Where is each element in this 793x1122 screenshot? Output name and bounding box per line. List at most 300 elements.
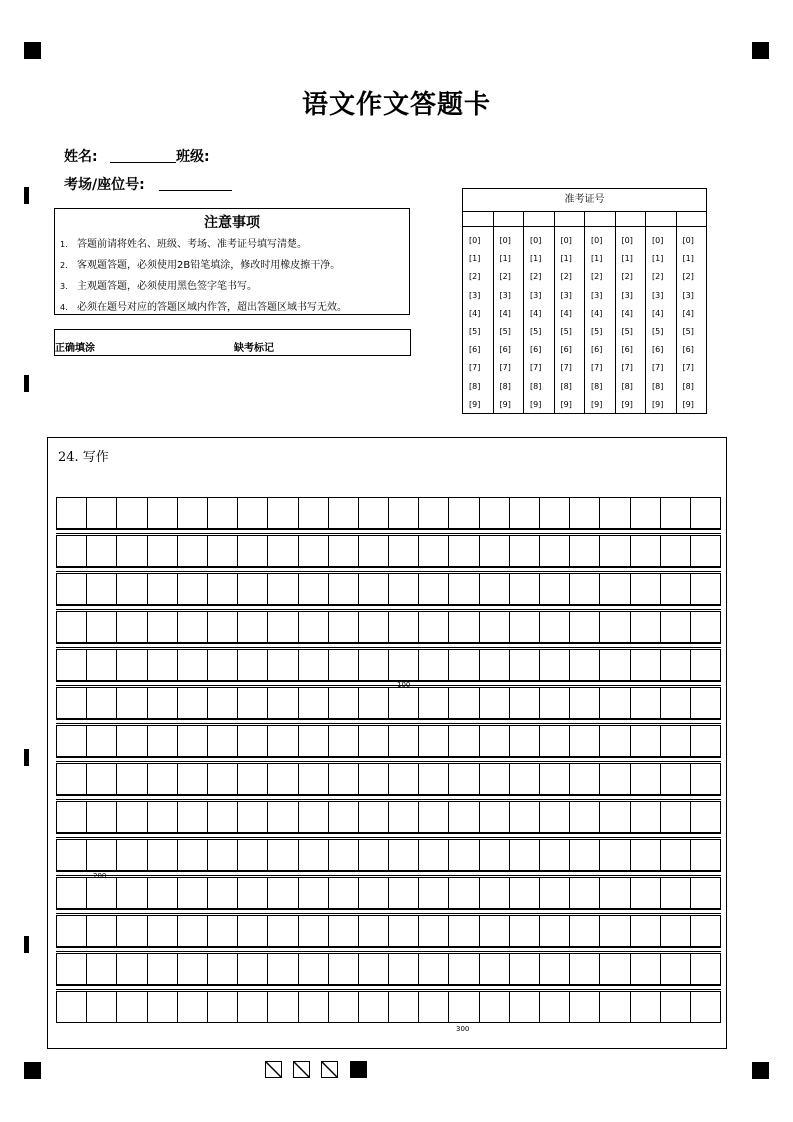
grid-cell[interactable] bbox=[419, 840, 449, 870]
grid-cell[interactable] bbox=[480, 992, 510, 1022]
grid-cell[interactable] bbox=[329, 840, 359, 870]
grid-cell[interactable] bbox=[631, 764, 661, 794]
grid-cell[interactable] bbox=[419, 916, 449, 946]
grid-cell[interactable] bbox=[419, 954, 449, 984]
exam-id-digit-bubble[interactable]: [9] bbox=[682, 399, 694, 409]
grid-cell[interactable] bbox=[389, 650, 419, 680]
grid-cell[interactable] bbox=[449, 726, 479, 756]
grid-cell[interactable] bbox=[389, 992, 419, 1022]
exam-id-digit-bubble[interactable]: [5] bbox=[591, 326, 603, 336]
exam-id-digit-bubble[interactable]: [1] bbox=[499, 254, 511, 264]
name-field[interactable] bbox=[110, 162, 176, 163]
grid-cell[interactable] bbox=[510, 764, 540, 794]
grid-cell[interactable] bbox=[480, 612, 510, 642]
exam-id-digit-bubble[interactable]: [0] bbox=[682, 235, 694, 245]
grid-cell[interactable] bbox=[570, 992, 600, 1022]
grid-cell[interactable] bbox=[359, 536, 389, 566]
exam-id-digit-bubble[interactable]: [3] bbox=[652, 290, 664, 300]
grid-cell[interactable] bbox=[510, 992, 540, 1022]
exam-id-digit-bubble[interactable]: [3] bbox=[560, 290, 572, 300]
grid-cell[interactable] bbox=[208, 726, 238, 756]
grid-cell[interactable] bbox=[268, 916, 298, 946]
exam-id-write-cell[interactable] bbox=[494, 212, 524, 227]
grid-cell[interactable] bbox=[148, 612, 178, 642]
exam-id-digit-bubble[interactable]: [1] bbox=[591, 254, 603, 264]
exam-id-digit-bubble[interactable]: [5] bbox=[682, 326, 694, 336]
grid-cell[interactable] bbox=[510, 574, 540, 604]
grid-cell[interactable] bbox=[389, 574, 419, 604]
grid-cell[interactable] bbox=[691, 764, 720, 794]
grid-cell[interactable] bbox=[600, 992, 630, 1022]
grid-cell[interactable] bbox=[661, 688, 691, 718]
grid-cell[interactable] bbox=[631, 726, 661, 756]
grid-cell[interactable] bbox=[389, 840, 419, 870]
grid-cell[interactable] bbox=[419, 802, 449, 832]
exam-id-digit-bubble[interactable]: [9] bbox=[530, 399, 542, 409]
grid-cell[interactable] bbox=[299, 878, 329, 908]
grid-cell[interactable] bbox=[480, 954, 510, 984]
grid-cell[interactable] bbox=[449, 612, 479, 642]
grid-cell[interactable] bbox=[419, 764, 449, 794]
exam-id-digit-bubble[interactable]: [3] bbox=[530, 290, 542, 300]
grid-cell[interactable] bbox=[87, 688, 117, 718]
grid-cell[interactable] bbox=[570, 954, 600, 984]
exam-id-digit-bubble[interactable]: [5] bbox=[621, 326, 633, 336]
grid-cell[interactable] bbox=[178, 992, 208, 1022]
grid-cell[interactable] bbox=[449, 764, 479, 794]
grid-cell[interactable] bbox=[389, 878, 419, 908]
grid-cell[interactable] bbox=[87, 536, 117, 566]
exam-id-digit-bubble[interactable]: [1] bbox=[682, 254, 694, 264]
grid-cell[interactable] bbox=[148, 574, 178, 604]
grid-cell[interactable] bbox=[570, 840, 600, 870]
grid-cell[interactable] bbox=[631, 878, 661, 908]
grid-cell[interactable] bbox=[87, 878, 117, 908]
grid-cell[interactable] bbox=[661, 992, 691, 1022]
grid-cell[interactable] bbox=[359, 840, 389, 870]
exam-id-digit-bubble[interactable]: [4] bbox=[560, 308, 572, 318]
grid-cell[interactable] bbox=[600, 916, 630, 946]
grid-cell[interactable] bbox=[691, 802, 720, 832]
grid-cell[interactable] bbox=[299, 840, 329, 870]
grid-cell[interactable] bbox=[540, 688, 570, 718]
exam-id-digit-bubble[interactable]: [1] bbox=[560, 254, 572, 264]
grid-cell[interactable] bbox=[178, 498, 208, 528]
grid-cell[interactable] bbox=[540, 992, 570, 1022]
grid-cell[interactable] bbox=[600, 612, 630, 642]
grid-cell[interactable] bbox=[389, 612, 419, 642]
grid-cell[interactable] bbox=[268, 802, 298, 832]
grid-cell[interactable] bbox=[148, 688, 178, 718]
grid-cell[interactable] bbox=[117, 536, 147, 566]
grid-cell[interactable] bbox=[299, 498, 329, 528]
grid-cell[interactable] bbox=[299, 992, 329, 1022]
grid-cell[interactable] bbox=[480, 802, 510, 832]
grid-cell[interactable] bbox=[600, 688, 630, 718]
grid-cell[interactable] bbox=[117, 650, 147, 680]
grid-cell[interactable] bbox=[268, 840, 298, 870]
grid-cell[interactable] bbox=[178, 878, 208, 908]
exam-id-digit-bubble[interactable]: [3] bbox=[469, 290, 481, 300]
grid-cell[interactable] bbox=[87, 954, 117, 984]
grid-cell[interactable] bbox=[329, 764, 359, 794]
grid-cell[interactable] bbox=[691, 612, 720, 642]
grid-cell[interactable] bbox=[359, 916, 389, 946]
grid-cell[interactable] bbox=[449, 650, 479, 680]
grid-cell[interactable] bbox=[329, 688, 359, 718]
grid-cell[interactable] bbox=[148, 802, 178, 832]
grid-cell[interactable] bbox=[480, 536, 510, 566]
grid-cell[interactable] bbox=[148, 992, 178, 1022]
exam-id-digit-bubble[interactable]: [0] bbox=[530, 235, 542, 245]
grid-cell[interactable] bbox=[238, 536, 268, 566]
grid-cell[interactable] bbox=[510, 878, 540, 908]
grid-cell[interactable] bbox=[329, 916, 359, 946]
grid-cell[interactable] bbox=[238, 650, 268, 680]
grid-cell[interactable] bbox=[631, 840, 661, 870]
grid-cell[interactable] bbox=[449, 992, 479, 1022]
exam-id-digit-bubble[interactable]: [3] bbox=[621, 290, 633, 300]
grid-cell[interactable] bbox=[117, 802, 147, 832]
grid-cell[interactable] bbox=[208, 688, 238, 718]
grid-cell[interactable] bbox=[57, 954, 87, 984]
grid-cell[interactable] bbox=[540, 498, 570, 528]
grid-cell[interactable] bbox=[238, 802, 268, 832]
grid-cell[interactable] bbox=[299, 536, 329, 566]
exam-id-digit-bubble[interactable]: [4] bbox=[530, 308, 542, 318]
grid-cell[interactable] bbox=[691, 688, 720, 718]
grid-cell[interactable] bbox=[449, 878, 479, 908]
exam-id-digit-bubble[interactable]: [6] bbox=[652, 345, 664, 355]
exam-id-digit-bubble[interactable]: [5] bbox=[499, 326, 511, 336]
grid-cell[interactable] bbox=[268, 650, 298, 680]
exam-id-digit-bubble[interactable]: [4] bbox=[591, 308, 603, 318]
grid-cell[interactable] bbox=[631, 916, 661, 946]
exam-id-digit-bubble[interactable]: [5] bbox=[530, 326, 542, 336]
exam-id-digit-bubble[interactable]: [8] bbox=[621, 381, 633, 391]
grid-cell[interactable] bbox=[268, 992, 298, 1022]
grid-cell[interactable] bbox=[57, 916, 87, 946]
grid-cell[interactable] bbox=[268, 726, 298, 756]
grid-cell[interactable] bbox=[268, 688, 298, 718]
grid-cell[interactable] bbox=[117, 764, 147, 794]
grid-cell[interactable] bbox=[449, 574, 479, 604]
grid-cell[interactable] bbox=[691, 498, 720, 528]
grid-cell[interactable] bbox=[570, 802, 600, 832]
grid-cell[interactable] bbox=[178, 954, 208, 984]
grid-cell[interactable] bbox=[208, 802, 238, 832]
grid-cell[interactable] bbox=[178, 650, 208, 680]
grid-cell[interactable] bbox=[299, 650, 329, 680]
grid-cell[interactable] bbox=[359, 764, 389, 794]
grid-cell[interactable] bbox=[570, 612, 600, 642]
grid-cell[interactable] bbox=[148, 536, 178, 566]
grid-cell[interactable] bbox=[661, 916, 691, 946]
grid-cell[interactable] bbox=[57, 878, 87, 908]
grid-cell[interactable] bbox=[480, 498, 510, 528]
grid-cell[interactable] bbox=[329, 992, 359, 1022]
grid-cell[interactable] bbox=[570, 498, 600, 528]
grid-cell[interactable] bbox=[510, 802, 540, 832]
grid-cell[interactable] bbox=[57, 498, 87, 528]
grid-cell[interactable] bbox=[57, 840, 87, 870]
exam-id-digit-bubble[interactable]: [0] bbox=[591, 235, 603, 245]
exam-id-digit-bubble[interactable]: [2] bbox=[530, 272, 542, 282]
exam-id-digit-bubble[interactable]: [7] bbox=[682, 363, 694, 373]
grid-cell[interactable] bbox=[117, 992, 147, 1022]
grid-cell[interactable] bbox=[268, 536, 298, 566]
grid-cell[interactable] bbox=[449, 916, 479, 946]
grid-cell[interactable] bbox=[480, 764, 510, 794]
grid-cell[interactable] bbox=[449, 688, 479, 718]
grid-cell[interactable] bbox=[510, 916, 540, 946]
exam-id-digit-bubble[interactable]: [0] bbox=[652, 235, 664, 245]
grid-cell[interactable] bbox=[540, 536, 570, 566]
grid-cell[interactable] bbox=[178, 612, 208, 642]
grid-cell[interactable] bbox=[268, 878, 298, 908]
grid-cell[interactable] bbox=[178, 840, 208, 870]
grid-cell[interactable] bbox=[148, 916, 178, 946]
grid-cell[interactable] bbox=[389, 536, 419, 566]
grid-cell[interactable] bbox=[148, 840, 178, 870]
grid-cell[interactable] bbox=[329, 650, 359, 680]
grid-cell[interactable] bbox=[540, 916, 570, 946]
grid-cell[interactable] bbox=[178, 916, 208, 946]
grid-cell[interactable] bbox=[117, 840, 147, 870]
grid-cell[interactable] bbox=[208, 916, 238, 946]
grid-cell[interactable] bbox=[540, 726, 570, 756]
exam-id-digit-bubble[interactable]: [8] bbox=[469, 381, 481, 391]
exam-id-digit-bubble[interactable]: [8] bbox=[682, 381, 694, 391]
grid-cell[interactable] bbox=[117, 688, 147, 718]
grid-cell[interactable] bbox=[359, 498, 389, 528]
grid-cell[interactable] bbox=[329, 536, 359, 566]
grid-cell[interactable] bbox=[419, 726, 449, 756]
grid-cell[interactable] bbox=[299, 574, 329, 604]
grid-cell[interactable] bbox=[329, 878, 359, 908]
exam-id-write-cell[interactable] bbox=[585, 212, 615, 227]
exam-id-digit-bubble[interactable]: [2] bbox=[652, 272, 664, 282]
exam-id-digit-bubble[interactable]: [9] bbox=[499, 399, 511, 409]
grid-cell[interactable] bbox=[57, 802, 87, 832]
grid-cell[interactable] bbox=[691, 536, 720, 566]
grid-cell[interactable] bbox=[117, 878, 147, 908]
exam-id-digit-bubble[interactable]: [4] bbox=[499, 308, 511, 318]
grid-cell[interactable] bbox=[691, 574, 720, 604]
grid-cell[interactable] bbox=[661, 726, 691, 756]
exam-id-write-cell[interactable] bbox=[616, 212, 646, 227]
exam-id-digit-bubble[interactable]: [6] bbox=[560, 345, 572, 355]
grid-cell[interactable] bbox=[87, 650, 117, 680]
exam-id-digit-bubble[interactable]: [9] bbox=[652, 399, 664, 409]
exam-id-digit-bubble[interactable]: [7] bbox=[560, 363, 572, 373]
grid-cell[interactable] bbox=[359, 802, 389, 832]
grid-cell[interactable] bbox=[691, 954, 720, 984]
exam-id-digit-bubble[interactable]: [9] bbox=[621, 399, 633, 409]
exam-id-digit-bubble[interactable]: [0] bbox=[469, 235, 481, 245]
grid-cell[interactable] bbox=[600, 954, 630, 984]
grid-cell[interactable] bbox=[480, 916, 510, 946]
grid-cell[interactable] bbox=[208, 612, 238, 642]
exam-id-digit-bubble[interactable]: [7] bbox=[621, 363, 633, 373]
grid-cell[interactable] bbox=[510, 840, 540, 870]
exam-id-digit-bubble[interactable]: [2] bbox=[621, 272, 633, 282]
grid-cell[interactable] bbox=[117, 954, 147, 984]
grid-cell[interactable] bbox=[480, 688, 510, 718]
grid-cell[interactable] bbox=[389, 688, 419, 718]
grid-cell[interactable] bbox=[299, 688, 329, 718]
grid-cell[interactable] bbox=[299, 612, 329, 642]
exam-id-digit-bubble[interactable]: [2] bbox=[591, 272, 603, 282]
grid-cell[interactable] bbox=[299, 726, 329, 756]
grid-cell[interactable] bbox=[238, 878, 268, 908]
grid-cell[interactable] bbox=[148, 498, 178, 528]
grid-cell[interactable] bbox=[57, 764, 87, 794]
grid-cell[interactable] bbox=[87, 574, 117, 604]
grid-cell[interactable] bbox=[299, 764, 329, 794]
exam-id-digit-bubble[interactable]: [1] bbox=[469, 254, 481, 264]
exam-id-digit-bubble[interactable]: [2] bbox=[469, 272, 481, 282]
grid-cell[interactable] bbox=[661, 954, 691, 984]
exam-id-digit-bubble[interactable]: [2] bbox=[560, 272, 572, 282]
grid-cell[interactable] bbox=[449, 954, 479, 984]
grid-cell[interactable] bbox=[57, 992, 87, 1022]
grid-cell[interactable] bbox=[691, 726, 720, 756]
grid-cell[interactable] bbox=[57, 650, 87, 680]
exam-id-digit-bubble[interactable]: [1] bbox=[621, 254, 633, 264]
exam-id-digit-bubble[interactable]: [8] bbox=[530, 381, 542, 391]
grid-cell[interactable] bbox=[208, 992, 238, 1022]
grid-cell[interactable] bbox=[238, 726, 268, 756]
exam-id-digit-bubble[interactable]: [7] bbox=[530, 363, 542, 373]
grid-cell[interactable] bbox=[449, 840, 479, 870]
grid-cell[interactable] bbox=[510, 688, 540, 718]
grid-cell[interactable] bbox=[57, 688, 87, 718]
grid-cell[interactable] bbox=[238, 840, 268, 870]
grid-cell[interactable] bbox=[480, 574, 510, 604]
exam-id-digit-bubble[interactable]: [4] bbox=[652, 308, 664, 318]
grid-cell[interactable] bbox=[661, 574, 691, 604]
exam-id-digit-bubble[interactable]: [9] bbox=[591, 399, 603, 409]
grid-cell[interactable] bbox=[57, 612, 87, 642]
grid-cell[interactable] bbox=[299, 954, 329, 984]
grid-cell[interactable] bbox=[238, 954, 268, 984]
grid-cell[interactable] bbox=[510, 498, 540, 528]
grid-cell[interactable] bbox=[178, 574, 208, 604]
grid-cell[interactable] bbox=[359, 878, 389, 908]
grid-cell[interactable] bbox=[359, 992, 389, 1022]
grid-cell[interactable] bbox=[540, 840, 570, 870]
grid-cell[interactable] bbox=[510, 536, 540, 566]
grid-cell[interactable] bbox=[87, 992, 117, 1022]
exam-id-digit-bubble[interactable]: [2] bbox=[682, 272, 694, 282]
grid-cell[interactable] bbox=[631, 498, 661, 528]
grid-cell[interactable] bbox=[87, 840, 117, 870]
grid-cell[interactable] bbox=[449, 536, 479, 566]
exam-id-digit-bubble[interactable]: [7] bbox=[469, 363, 481, 373]
grid-cell[interactable] bbox=[691, 840, 720, 870]
grid-cell[interactable] bbox=[480, 650, 510, 680]
grid-cell[interactable] bbox=[510, 726, 540, 756]
grid-cell[interactable] bbox=[419, 612, 449, 642]
grid-cell[interactable] bbox=[329, 612, 359, 642]
exam-id-digit-bubble[interactable]: [6] bbox=[530, 345, 542, 355]
grid-cell[interactable] bbox=[540, 574, 570, 604]
grid-cell[interactable] bbox=[600, 802, 630, 832]
grid-cell[interactable] bbox=[87, 726, 117, 756]
grid-cell[interactable] bbox=[87, 916, 117, 946]
exam-id-digit-bubble[interactable]: [4] bbox=[469, 308, 481, 318]
grid-cell[interactable] bbox=[661, 536, 691, 566]
grid-cell[interactable] bbox=[510, 954, 540, 984]
grid-cell[interactable] bbox=[87, 612, 117, 642]
grid-cell[interactable] bbox=[178, 802, 208, 832]
exam-id-digit-bubble[interactable]: [1] bbox=[652, 254, 664, 264]
grid-cell[interactable] bbox=[238, 574, 268, 604]
grid-cell[interactable] bbox=[178, 688, 208, 718]
grid-cell[interactable] bbox=[661, 650, 691, 680]
exam-id-write-cell[interactable] bbox=[463, 212, 493, 227]
exam-id-write-cell[interactable] bbox=[555, 212, 585, 227]
exam-id-digit-bubble[interactable]: [6] bbox=[621, 345, 633, 355]
grid-cell[interactable] bbox=[178, 726, 208, 756]
grid-cell[interactable] bbox=[631, 612, 661, 642]
exam-id-digit-bubble[interactable]: [0] bbox=[499, 235, 511, 245]
grid-cell[interactable] bbox=[148, 650, 178, 680]
grid-cell[interactable] bbox=[329, 802, 359, 832]
grid-cell[interactable] bbox=[238, 688, 268, 718]
grid-cell[interactable] bbox=[540, 802, 570, 832]
exam-id-digit-bubble[interactable]: [7] bbox=[591, 363, 603, 373]
exam-id-digit-bubble[interactable]: [8] bbox=[499, 381, 511, 391]
grid-cell[interactable] bbox=[661, 802, 691, 832]
exam-id-digit-bubble[interactable]: [5] bbox=[469, 326, 481, 336]
grid-cell[interactable] bbox=[540, 954, 570, 984]
exam-id-digit-bubble[interactable]: [2] bbox=[499, 272, 511, 282]
grid-cell[interactable] bbox=[631, 574, 661, 604]
exam-id-digit-bubble[interactable]: [1] bbox=[530, 254, 542, 264]
grid-cell[interactable] bbox=[631, 688, 661, 718]
grid-cell[interactable] bbox=[208, 574, 238, 604]
grid-cell[interactable] bbox=[117, 498, 147, 528]
exam-id-digit-bubble[interactable]: [0] bbox=[621, 235, 633, 245]
grid-cell[interactable] bbox=[570, 536, 600, 566]
exam-id-digit-bubble[interactable]: [8] bbox=[591, 381, 603, 391]
grid-cell[interactable] bbox=[268, 764, 298, 794]
grid-cell[interactable] bbox=[87, 802, 117, 832]
grid-cell[interactable] bbox=[510, 612, 540, 642]
grid-cell[interactable] bbox=[148, 764, 178, 794]
grid-cell[interactable] bbox=[208, 498, 238, 528]
grid-cell[interactable] bbox=[208, 878, 238, 908]
grid-cell[interactable] bbox=[57, 574, 87, 604]
grid-cell[interactable] bbox=[359, 650, 389, 680]
grid-cell[interactable] bbox=[480, 840, 510, 870]
grid-cell[interactable] bbox=[570, 916, 600, 946]
grid-cell[interactable] bbox=[600, 574, 630, 604]
grid-cell[interactable] bbox=[359, 612, 389, 642]
grid-cell[interactable] bbox=[148, 726, 178, 756]
grid-cell[interactable] bbox=[117, 574, 147, 604]
grid-cell[interactable] bbox=[600, 764, 630, 794]
grid-cell[interactable] bbox=[268, 612, 298, 642]
grid-cell[interactable] bbox=[691, 916, 720, 946]
grid-cell[interactable] bbox=[359, 954, 389, 984]
grid-cell[interactable] bbox=[238, 992, 268, 1022]
grid-cell[interactable] bbox=[570, 688, 600, 718]
exam-id-digit-bubble[interactable]: [0] bbox=[560, 235, 572, 245]
grid-cell[interactable] bbox=[449, 498, 479, 528]
